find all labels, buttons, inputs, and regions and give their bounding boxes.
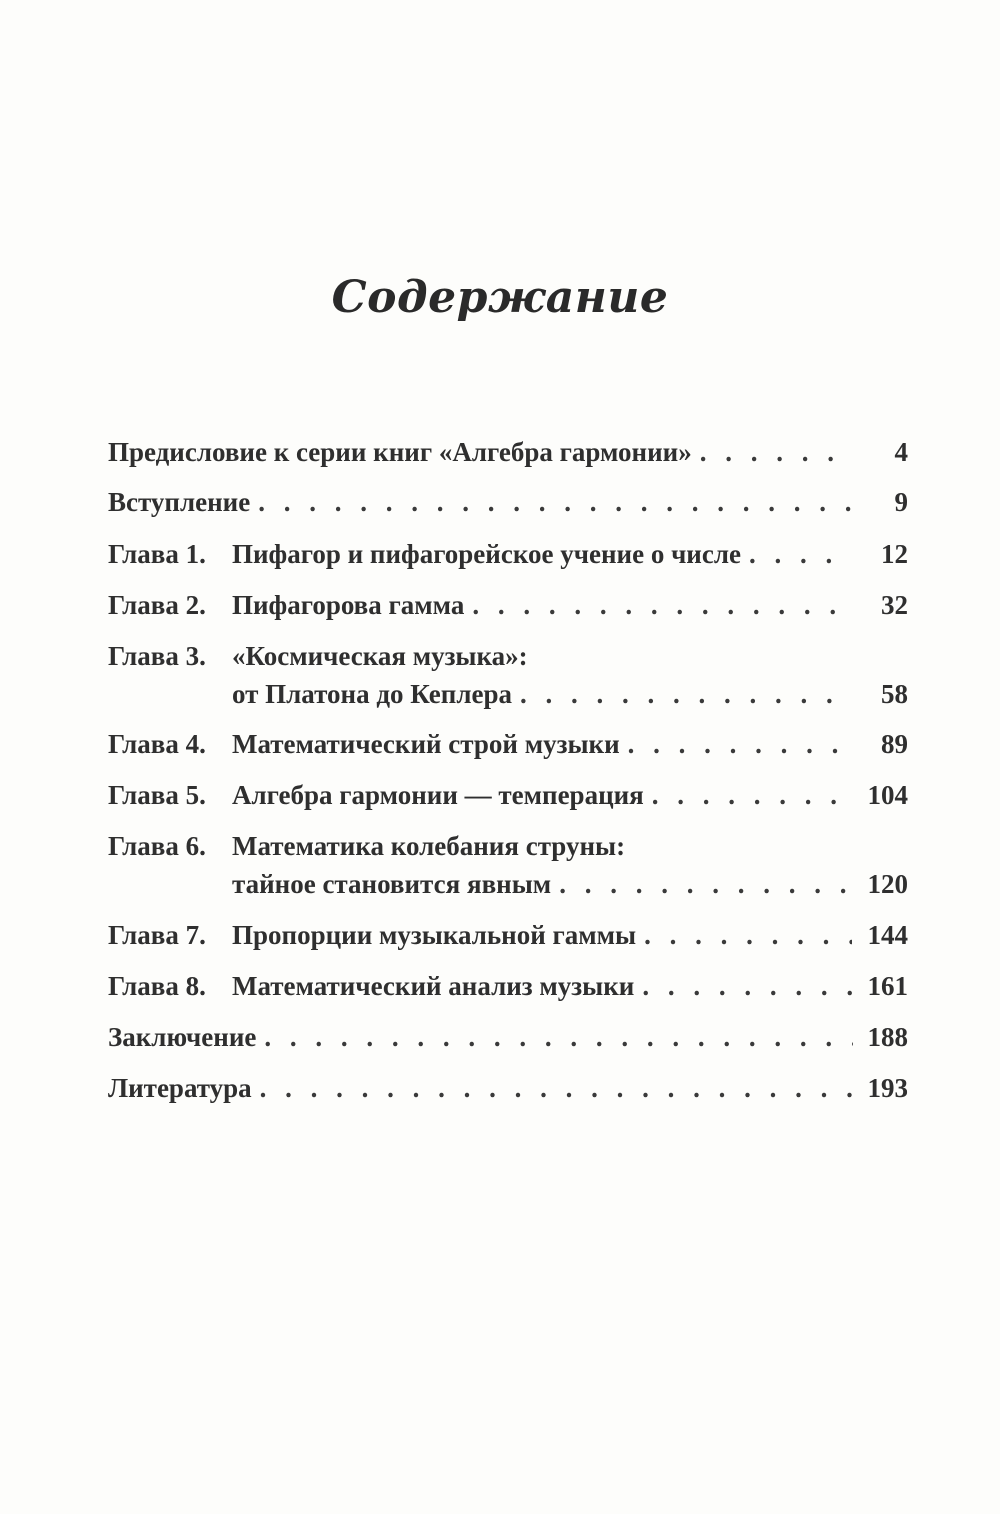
toc-entry-chapter-7[interactable] <box>108 917 908 953</box>
toc-entry-label: Алгебра гармонии — темперация <box>232 780 644 810</box>
dot-leader <box>520 676 852 712</box>
dot-leader <box>472 587 852 623</box>
dot-leader <box>260 1070 853 1106</box>
toc-entry-label: Предисловие к серии книг «Алгебра гармонии» <box>108 437 692 467</box>
dot-leader <box>258 484 858 520</box>
toc-entry-label: Пифагор и пифагорейское учение о числе <box>232 539 741 569</box>
toc-entry-page: 89 <box>862 726 908 762</box>
toc-entry-conclusion[interactable] <box>108 1019 908 1055</box>
toc-entry-chapter-5[interactable] <box>108 777 908 813</box>
toc-entry-preface[interactable] <box>108 434 908 470</box>
dot-leader <box>644 917 852 953</box>
toc-entry-label: Пропорции музыкальной гаммы <box>232 920 637 950</box>
toc-entry-label: Заключение <box>108 1022 257 1052</box>
chapter-prefix: Глава 5. <box>108 780 206 810</box>
toc-entry-introduction[interactable] <box>108 484 908 520</box>
toc-entry-chapter-4[interactable] <box>108 726 908 762</box>
chapter-prefix: Глава 7. <box>108 920 206 950</box>
dot-leader <box>749 536 852 572</box>
toc-entry-label-line1: Математика колебания струны: <box>232 831 626 861</box>
chapter-prefix: Глава 4. <box>108 729 206 759</box>
dot-leader <box>559 866 852 902</box>
chapter-prefix: Глава 6. <box>108 831 206 861</box>
toc-entry-label: Литература <box>108 1073 252 1103</box>
toc-entry-page: 144 <box>862 917 909 953</box>
toc-entry-page: 58 <box>862 676 908 712</box>
dot-leader <box>642 968 852 1004</box>
toc-entry-chapter-6[interactable] <box>108 828 908 864</box>
toc-entry-chapter-3[interactable] <box>108 638 908 674</box>
chapter-prefix: Глава 3. <box>108 641 206 671</box>
toc-entry-page: 193 <box>862 1070 909 1106</box>
toc-entry-label: Вступление <box>108 487 251 517</box>
toc-entry-page: 4 <box>862 434 908 470</box>
toc-entry-page: 188 <box>862 1019 909 1055</box>
dot-leader <box>700 434 853 470</box>
toc-entry-page: 12 <box>862 536 908 572</box>
toc-entry-page: 104 <box>862 777 909 813</box>
toc-entry-chapter-2[interactable] <box>108 587 908 623</box>
toc-entry-label: Математический строй музыки <box>232 729 620 759</box>
dot-leader <box>652 777 852 813</box>
toc-entry-bibliography[interactable] <box>108 1070 908 1106</box>
chapter-prefix: Глава 8. <box>108 971 206 1001</box>
toc-entry-label: от Платона до Кеплера <box>232 679 512 709</box>
toc-entry-chapter-3-continued[interactable] <box>108 676 908 712</box>
chapter-prefix: Глава 2. <box>108 590 206 620</box>
toc-entry-label: Пифагорова гамма <box>232 590 465 620</box>
toc-entry-label-line1: «Космическая музыка»: <box>232 641 528 671</box>
dot-leader <box>264 1019 853 1055</box>
toc-entry-page: 161 <box>862 968 909 1004</box>
toc-entry-chapter-6-continued[interactable] <box>108 866 908 902</box>
page-title: Содержание <box>331 272 669 323</box>
toc-entry-label: Математический анализ музыки <box>232 971 635 1001</box>
toc-entry-page: 32 <box>862 587 908 623</box>
toc-entry-label: тайное становится явным <box>232 869 552 899</box>
toc-entry-page: 9 <box>862 484 908 520</box>
toc-entry-page: 120 <box>862 866 909 902</box>
toc-entry-chapter-1[interactable] <box>108 536 908 572</box>
dot-leader <box>628 726 852 762</box>
toc-entry-chapter-8[interactable] <box>108 968 908 1004</box>
chapter-prefix: Глава 1. <box>108 539 206 569</box>
